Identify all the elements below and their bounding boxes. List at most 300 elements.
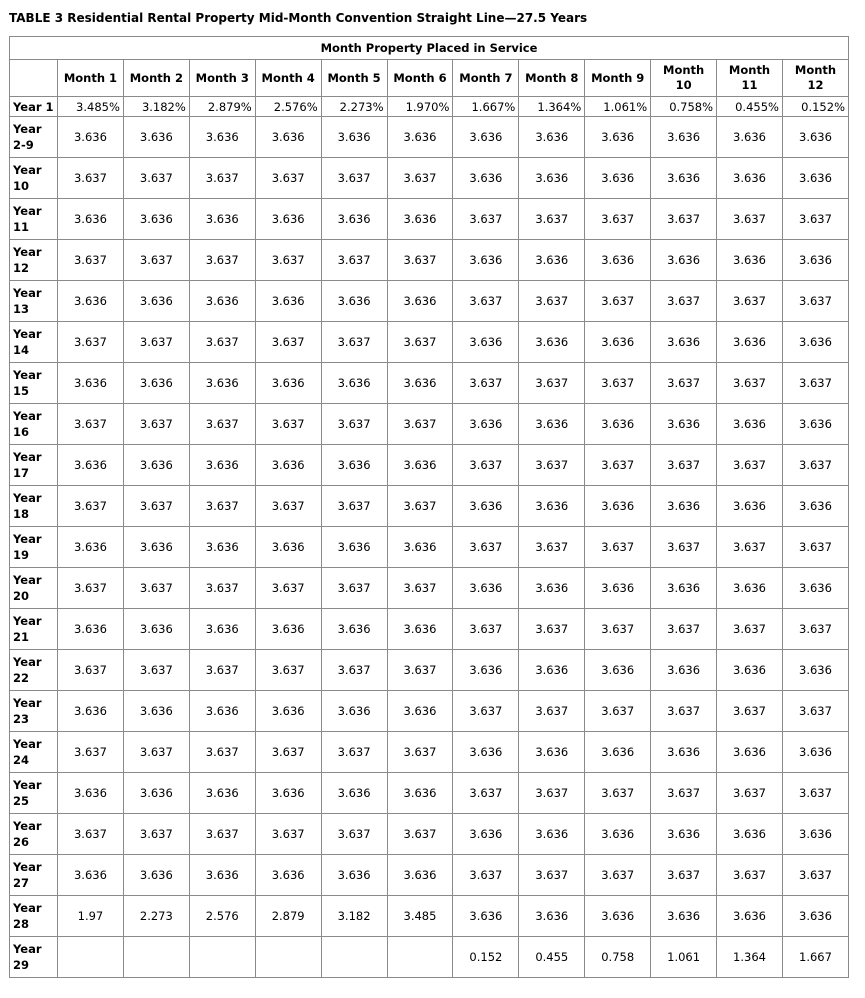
rate-cell: 3.636 <box>519 240 585 281</box>
rate-cell: 3.636 <box>585 240 651 281</box>
rate-cell: 3.636 <box>453 732 519 773</box>
rate-cell: 3.636 <box>189 527 255 568</box>
rate-cell: 3.636 <box>255 363 321 404</box>
year-label: Year 27 <box>10 855 58 896</box>
month-header: Month 5 <box>321 60 387 97</box>
rate-cell: 3.636 <box>58 773 124 814</box>
rate-cell: 3.637 <box>189 322 255 363</box>
rate-cell <box>189 937 255 978</box>
year-label: Year 15 <box>10 363 58 404</box>
rate-cell: 3.637 <box>58 158 124 199</box>
year-label: Year 28 <box>10 896 58 937</box>
rate-cell: 3.637 <box>453 199 519 240</box>
month-header: Month 1 <box>58 60 124 97</box>
rate-cell: 3.636 <box>717 732 783 773</box>
table-row <box>10 527 849 568</box>
rate-cell: 3.637 <box>717 773 783 814</box>
rate-cell: 3.637 <box>717 855 783 896</box>
rate-cell: 3.637 <box>189 240 255 281</box>
rate-cell: 3.637 <box>651 773 717 814</box>
rate-cell: 3.637 <box>58 568 124 609</box>
rate-cell: 3.636 <box>189 855 255 896</box>
table-row <box>10 896 849 937</box>
rate-cell: 3.636 <box>58 609 124 650</box>
rate-cell: 3.636 <box>321 609 387 650</box>
rate-cell: 3.636 <box>321 527 387 568</box>
rate-cell: 3.637 <box>782 609 848 650</box>
rate-cell: 3.636 <box>519 322 585 363</box>
rate-cell: 3.636 <box>321 363 387 404</box>
rate-cell: 3.637 <box>717 199 783 240</box>
rate-cell: 3.636 <box>717 322 783 363</box>
rate-cell: 3.637 <box>321 650 387 691</box>
rate-cell: 3.637 <box>387 814 453 855</box>
rate-cell: 3.636 <box>585 814 651 855</box>
rate-cell: 2.879% <box>189 97 255 117</box>
rate-cell: 3.636 <box>58 199 124 240</box>
rate-cell: 3.636 <box>58 117 124 158</box>
rate-cell: 3.636 <box>651 240 717 281</box>
rate-cell: 3.637 <box>585 363 651 404</box>
rate-cell: 3.637 <box>651 527 717 568</box>
corner-cell <box>10 60 58 97</box>
rate-cell: 3.637 <box>189 486 255 527</box>
rate-cell: 1.667% <box>453 97 519 117</box>
month-header: Month 10 <box>651 60 717 97</box>
rate-cell: 2.273% <box>321 97 387 117</box>
rate-cell: 3.636 <box>58 363 124 404</box>
rate-cell: 3.637 <box>585 527 651 568</box>
rate-cell: 3.637 <box>519 445 585 486</box>
rate-cell: 3.636 <box>782 814 848 855</box>
rate-cell: 0.758 <box>585 937 651 978</box>
rate-cell: 3.636 <box>189 363 255 404</box>
rate-cell: 3.637 <box>387 322 453 363</box>
rate-cell: 3.636 <box>387 773 453 814</box>
rate-cell: 3.637 <box>453 363 519 404</box>
rate-cell: 3.637 <box>519 773 585 814</box>
rate-cell: 3.637 <box>782 773 848 814</box>
year-label: Year 13 <box>10 281 58 322</box>
group-header-row <box>10 37 849 60</box>
rate-cell: 3.637 <box>58 486 124 527</box>
rate-cell <box>321 937 387 978</box>
table-body <box>10 97 849 978</box>
rate-cell: 3.637 <box>255 568 321 609</box>
rate-cell: 3.636 <box>782 896 848 937</box>
rate-cell: 3.636 <box>782 322 848 363</box>
rate-cell: 3.636 <box>453 322 519 363</box>
rate-cell: 3.637 <box>123 732 189 773</box>
rate-cell: 3.182% <box>123 97 189 117</box>
year-label: Year 21 <box>10 609 58 650</box>
month-header: Month 7 <box>453 60 519 97</box>
rate-cell: 3.182 <box>321 896 387 937</box>
rate-cell: 3.637 <box>321 158 387 199</box>
rate-cell: 3.636 <box>189 773 255 814</box>
rate-cell: 3.637 <box>321 814 387 855</box>
rate-cell: 3.637 <box>453 855 519 896</box>
year-label: Year 1 <box>10 97 58 117</box>
year-label: Year 19 <box>10 527 58 568</box>
rate-cell: 0.455 <box>519 937 585 978</box>
table-row <box>10 937 849 978</box>
rate-cell: 3.637 <box>651 199 717 240</box>
table-row <box>10 117 849 158</box>
rate-cell: 3.637 <box>321 486 387 527</box>
rate-cell: 3.636 <box>58 855 124 896</box>
table-row <box>10 773 849 814</box>
rate-cell: 3.637 <box>189 158 255 199</box>
rate-cell: 3.636 <box>519 404 585 445</box>
rate-cell: 3.637 <box>321 322 387 363</box>
rate-cell: 3.637 <box>782 527 848 568</box>
year-label: Year 16 <box>10 404 58 445</box>
rate-cell: 1.667 <box>782 937 848 978</box>
table-row <box>10 97 849 117</box>
rate-cell: 3.637 <box>519 199 585 240</box>
month-header: Month 6 <box>387 60 453 97</box>
rate-cell: 3.636 <box>189 609 255 650</box>
rate-cell: 3.636 <box>123 363 189 404</box>
rate-cell: 3.636 <box>189 281 255 322</box>
rate-cell: 3.637 <box>453 609 519 650</box>
rate-cell: 3.636 <box>651 404 717 445</box>
depreciation-table <box>9 36 849 978</box>
month-header: Month 9 <box>585 60 651 97</box>
rate-cell: 3.636 <box>453 240 519 281</box>
rate-cell: 3.636 <box>519 486 585 527</box>
table-row <box>10 199 849 240</box>
table-row <box>10 158 849 199</box>
rate-cell: 3.636 <box>453 568 519 609</box>
rate-cell: 3.636 <box>651 732 717 773</box>
rate-cell: 3.636 <box>189 117 255 158</box>
month-header: Month 3 <box>189 60 255 97</box>
rate-cell: 3.637 <box>717 527 783 568</box>
year-label: Year 26 <box>10 814 58 855</box>
rate-cell: 3.636 <box>717 158 783 199</box>
rate-cell: 3.637 <box>519 281 585 322</box>
table-row <box>10 609 849 650</box>
rate-cell: 3.637 <box>782 855 848 896</box>
rate-cell: 3.636 <box>585 732 651 773</box>
rate-cell: 3.637 <box>585 773 651 814</box>
table-title: TABLE 3 Residential Rental Property Mid-Month Convention Straight Line—27.5 Years <box>9 11 588 25</box>
rate-cell: 3.636 <box>387 117 453 158</box>
rate-cell: 3.637 <box>123 568 189 609</box>
rate-cell: 3.637 <box>123 240 189 281</box>
rate-cell: 2.273 <box>123 896 189 937</box>
rate-cell: 3.637 <box>123 404 189 445</box>
month-header: Month 8 <box>519 60 585 97</box>
rate-cell: 3.636 <box>453 117 519 158</box>
rate-cell: 3.636 <box>717 568 783 609</box>
rate-cell: 3.637 <box>651 691 717 732</box>
rate-cell: 3.636 <box>782 486 848 527</box>
table-row <box>10 240 849 281</box>
rate-cell: 3.636 <box>651 117 717 158</box>
rate-cell: 3.637 <box>255 732 321 773</box>
rate-cell: 3.637 <box>453 527 519 568</box>
rate-cell: 3.637 <box>651 855 717 896</box>
rate-cell: 3.636 <box>387 363 453 404</box>
rate-cell: 3.636 <box>189 445 255 486</box>
rate-cell: 3.636 <box>453 486 519 527</box>
rate-cell: 3.636 <box>717 896 783 937</box>
rate-cell: 3.636 <box>58 281 124 322</box>
rate-cell: 3.637 <box>58 650 124 691</box>
rate-cell: 3.637 <box>453 773 519 814</box>
rate-cell: 3.636 <box>717 486 783 527</box>
rate-cell: 3.636 <box>717 814 783 855</box>
rate-cell: 3.637 <box>782 281 848 322</box>
table-row <box>10 568 849 609</box>
rate-cell: 3.636 <box>321 445 387 486</box>
rate-cell: 3.636 <box>123 773 189 814</box>
rate-cell: 3.637 <box>123 158 189 199</box>
rate-cell: 3.637 <box>189 650 255 691</box>
rate-cell: 3.636 <box>189 691 255 732</box>
rate-cell: 3.636 <box>717 650 783 691</box>
rate-cell: 3.637 <box>387 404 453 445</box>
rate-cell: 3.636 <box>255 609 321 650</box>
rate-cell: 3.637 <box>453 281 519 322</box>
rate-cell <box>58 937 124 978</box>
rate-cell: 3.636 <box>321 117 387 158</box>
rate-cell <box>255 937 321 978</box>
table-row <box>10 404 849 445</box>
rate-cell: 3.636 <box>585 568 651 609</box>
rate-cell: 3.637 <box>58 240 124 281</box>
rate-cell: 3.636 <box>585 650 651 691</box>
rate-cell: 3.636 <box>123 445 189 486</box>
rate-cell: 0.758% <box>651 97 717 117</box>
rate-cell: 3.637 <box>782 363 848 404</box>
table-row <box>10 855 849 896</box>
rate-cell: 3.637 <box>651 281 717 322</box>
rate-cell: 3.636 <box>58 527 124 568</box>
rate-cell: 3.637 <box>321 568 387 609</box>
rate-cell: 3.636 <box>585 486 651 527</box>
rate-cell: 3.637 <box>651 609 717 650</box>
table-row <box>10 691 849 732</box>
rate-cell: 3.636 <box>651 486 717 527</box>
rate-cell <box>387 937 453 978</box>
rate-cell: 3.637 <box>255 486 321 527</box>
rate-cell: 1.364% <box>519 97 585 117</box>
rate-cell: 3.637 <box>387 732 453 773</box>
rate-cell: 0.152% <box>782 97 848 117</box>
rate-cell: 3.636 <box>782 732 848 773</box>
year-label: Year 29 <box>10 937 58 978</box>
rate-cell: 3.636 <box>123 527 189 568</box>
rate-cell: 3.636 <box>453 896 519 937</box>
rate-cell: 3.637 <box>717 281 783 322</box>
rate-cell: 3.636 <box>519 732 585 773</box>
table-row <box>10 814 849 855</box>
rate-cell: 3.637 <box>585 691 651 732</box>
rate-cell: 3.636 <box>123 691 189 732</box>
rate-cell: 3.637 <box>519 691 585 732</box>
rate-cell: 3.636 <box>321 773 387 814</box>
rate-cell: 3.636 <box>782 240 848 281</box>
rate-cell: 3.637 <box>58 814 124 855</box>
rate-cell: 3.637 <box>717 609 783 650</box>
rate-cell: 3.637 <box>519 609 585 650</box>
month-header: Month 2 <box>123 60 189 97</box>
rate-cell: 3.636 <box>585 117 651 158</box>
year-label: Year 14 <box>10 322 58 363</box>
group-header: Month Property Placed in Service <box>10 37 849 60</box>
year-label: Year 20 <box>10 568 58 609</box>
year-label: Year 10 <box>10 158 58 199</box>
rate-cell: 2.879 <box>255 896 321 937</box>
rate-cell: 3.637 <box>519 527 585 568</box>
rate-cell: 1.364 <box>717 937 783 978</box>
year-label: Year 2-9 <box>10 117 58 158</box>
rate-cell: 3.637 <box>387 568 453 609</box>
rate-cell: 3.637 <box>387 650 453 691</box>
table-row <box>10 322 849 363</box>
rate-cell: 3.637 <box>189 732 255 773</box>
rate-cell: 3.637 <box>782 199 848 240</box>
rate-cell: 3.636 <box>387 445 453 486</box>
rate-cell: 3.637 <box>255 322 321 363</box>
rate-cell: 3.637 <box>58 732 124 773</box>
rate-cell: 3.636 <box>651 814 717 855</box>
table-row <box>10 363 849 404</box>
month-header: Month 12 <box>782 60 848 97</box>
rate-cell: 1.970% <box>387 97 453 117</box>
month-header: Month 11 <box>717 60 783 97</box>
rate-cell: 3.637 <box>58 322 124 363</box>
rate-cell: 3.637 <box>255 158 321 199</box>
year-label: Year 23 <box>10 691 58 732</box>
rate-cell: 3.636 <box>189 199 255 240</box>
year-label: Year 24 <box>10 732 58 773</box>
rate-cell: 3.636 <box>782 158 848 199</box>
rate-cell: 3.636 <box>717 404 783 445</box>
year-label: Year 18 <box>10 486 58 527</box>
rate-cell: 3.637 <box>189 814 255 855</box>
rate-cell: 3.636 <box>651 896 717 937</box>
rate-cell: 3.636 <box>255 527 321 568</box>
rate-cell: 3.636 <box>387 609 453 650</box>
rate-cell: 3.637 <box>453 691 519 732</box>
rate-cell: 3.636 <box>585 322 651 363</box>
rate-cell: 3.637 <box>123 322 189 363</box>
rate-cell: 3.636 <box>123 281 189 322</box>
rate-cell: 3.636 <box>651 568 717 609</box>
rate-cell: 3.636 <box>782 117 848 158</box>
rate-cell: 3.637 <box>519 855 585 896</box>
rate-cell: 3.636 <box>255 117 321 158</box>
rate-cell: 3.637 <box>387 158 453 199</box>
rate-cell: 3.485% <box>58 97 124 117</box>
rate-cell: 3.636 <box>519 117 585 158</box>
rate-cell: 0.455% <box>717 97 783 117</box>
rate-cell: 3.636 <box>58 691 124 732</box>
rate-cell: 1.061% <box>585 97 651 117</box>
rate-cell: 3.637 <box>255 650 321 691</box>
rate-cell: 3.636 <box>387 691 453 732</box>
rate-cell: 2.576% <box>255 97 321 117</box>
rate-cell: 3.636 <box>387 281 453 322</box>
month-header-row <box>10 60 849 97</box>
year-label: Year 17 <box>10 445 58 486</box>
rate-cell: 3.636 <box>782 650 848 691</box>
rate-cell: 3.637 <box>189 568 255 609</box>
rate-cell: 3.637 <box>255 240 321 281</box>
rate-cell: 3.637 <box>585 855 651 896</box>
rate-cell: 3.637 <box>519 363 585 404</box>
rate-cell: 3.636 <box>123 855 189 896</box>
rate-cell: 3.637 <box>123 650 189 691</box>
rate-cell: 3.636 <box>387 855 453 896</box>
rate-cell: 3.637 <box>58 404 124 445</box>
rate-cell: 3.636 <box>58 445 124 486</box>
rate-cell: 3.637 <box>717 445 783 486</box>
rate-cell: 3.636 <box>255 445 321 486</box>
rate-cell: 3.636 <box>255 199 321 240</box>
rate-cell: 3.637 <box>782 445 848 486</box>
rate-cell: 3.637 <box>255 814 321 855</box>
rate-cell: 3.636 <box>255 281 321 322</box>
year-label: Year 12 <box>10 240 58 281</box>
rate-cell: 3.636 <box>453 404 519 445</box>
rate-cell: 3.636 <box>519 158 585 199</box>
year-label: Year 25 <box>10 773 58 814</box>
rate-cell: 3.637 <box>189 404 255 445</box>
year-label: Year 11 <box>10 199 58 240</box>
rate-cell: 3.636 <box>519 650 585 691</box>
rate-cell: 3.637 <box>585 445 651 486</box>
year-label: Year 22 <box>10 650 58 691</box>
rate-cell: 3.636 <box>321 199 387 240</box>
rate-cell: 3.636 <box>387 527 453 568</box>
rate-cell: 3.636 <box>717 117 783 158</box>
rate-cell: 3.637 <box>782 691 848 732</box>
rate-cell: 3.637 <box>651 445 717 486</box>
rate-cell: 0.152 <box>453 937 519 978</box>
rate-cell: 3.485 <box>387 896 453 937</box>
table-row <box>10 650 849 691</box>
rate-cell: 3.637 <box>321 240 387 281</box>
rate-cell: 3.636 <box>519 896 585 937</box>
rate-cell: 1.97 <box>58 896 124 937</box>
rate-cell: 3.636 <box>255 855 321 896</box>
rate-cell: 3.636 <box>453 814 519 855</box>
rate-cell: 3.636 <box>585 404 651 445</box>
rate-cell: 3.637 <box>123 814 189 855</box>
rate-cell: 3.636 <box>782 568 848 609</box>
rate-cell: 3.637 <box>387 486 453 527</box>
rate-cell: 3.636 <box>387 199 453 240</box>
rate-cell: 3.636 <box>321 691 387 732</box>
rate-cell: 3.636 <box>255 773 321 814</box>
month-header: Month 4 <box>255 60 321 97</box>
rate-cell: 3.636 <box>519 568 585 609</box>
rate-cell: 3.636 <box>255 691 321 732</box>
rate-cell: 3.636 <box>585 896 651 937</box>
rate-cell: 3.637 <box>453 445 519 486</box>
rate-cell: 3.636 <box>782 404 848 445</box>
rate-cell: 3.637 <box>123 486 189 527</box>
rate-cell <box>123 937 189 978</box>
rate-cell: 3.636 <box>321 281 387 322</box>
table-row <box>10 732 849 773</box>
